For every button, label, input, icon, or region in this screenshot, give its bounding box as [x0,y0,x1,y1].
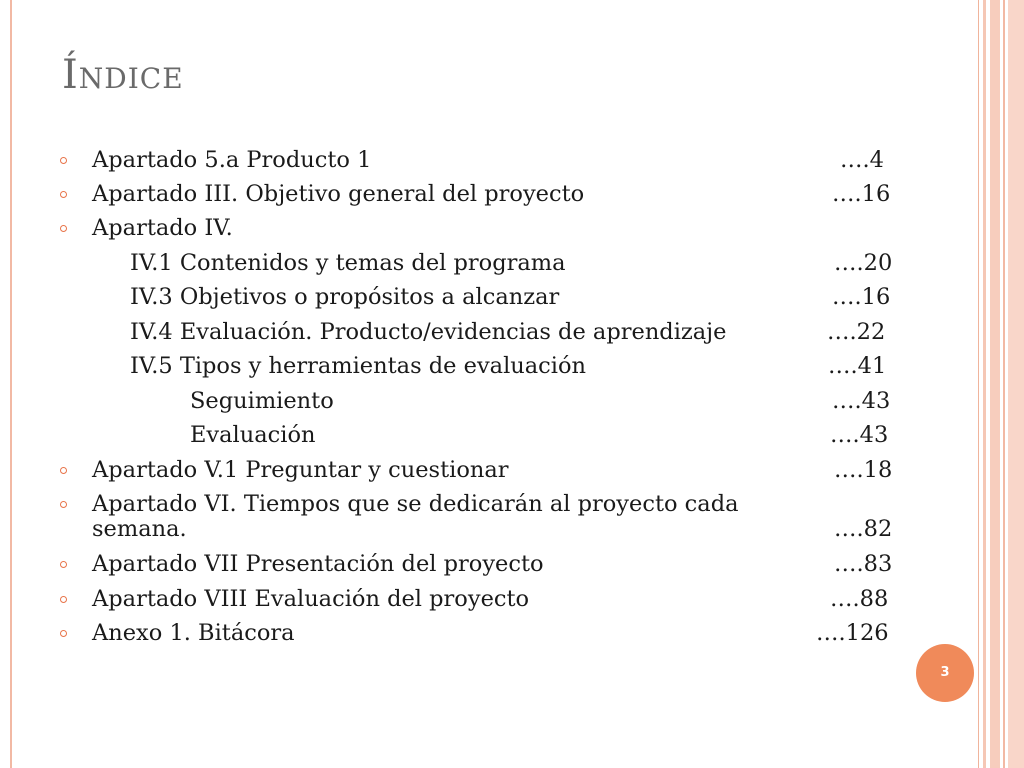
toc-entry [0,281,960,313]
toc-entry-label: Apartado V.1 Preguntar y cuestionar [92,457,509,483]
hollow-circle-bullet-icon [60,596,67,603]
toc-entry [0,247,960,279]
toc-entry [0,419,960,451]
toc-entry-page: ….43 [832,388,891,414]
toc-entry-label: semana. [92,516,187,542]
toc-entry [0,617,960,649]
toc-entry-label: Apartado 5.a Producto 1 [92,147,372,173]
toc-entry [0,548,960,580]
toc-entry-page: ….126 [816,620,889,646]
toc-entry [0,178,960,210]
toc-entry-page: ….43 [830,422,889,448]
toc-entry-label: Apartado VI. Tiempos que se dedicarán al proyecto cada [92,491,739,517]
toc-entry-page: ….20 [834,250,893,276]
toc-entry-label: IV.1 Contenidos y temas del programa [130,250,566,276]
toc-entry [0,385,960,417]
toc-entry-label: Apartado IV. [92,215,233,241]
right-decor-stripe [978,0,979,768]
toc-entry-label: Anexo 1. Bitácora [92,620,295,646]
toc-entry-page: ….88 [830,586,889,612]
toc-entry-label: Apartado III. Objetivo general del proyecto [92,181,585,207]
toc-entry-label: IV.3 Objetivos o propósitos a alcanzar [130,284,560,310]
hollow-circle-bullet-icon [60,157,67,164]
toc-entry-page: ….22 [827,319,886,345]
toc-entry-label: Evaluación [190,422,316,448]
hollow-circle-bullet-icon [60,467,67,474]
toc-entry-page: ….4 [840,147,884,173]
toc-entry-label: IV.5 Tipos y herramientas de evaluación [130,353,587,379]
toc-entry [0,212,960,244]
toc-entry [0,513,960,545]
hollow-circle-bullet-icon [60,225,67,232]
toc-entry-label: Seguimiento [190,388,334,414]
toc-entry-page: ….18 [834,457,893,483]
right-decor-stripe [990,0,1000,768]
slide-title: Índice [62,52,184,98]
page-number-badge: 3 [916,644,974,702]
left-border-line [10,0,12,768]
toc-entry [0,316,960,348]
toc-entry [0,144,960,176]
toc-entry-page: ….16 [832,284,891,310]
hollow-circle-bullet-icon [60,561,67,568]
toc-entry-page: ….82 [834,516,893,542]
toc-entry [0,583,960,615]
right-decor-stripe [983,0,986,768]
hollow-circle-bullet-icon [60,501,67,508]
right-decor-stripe [1003,0,1005,768]
toc-entry-label: Apartado VIII Evaluación del proyecto [92,586,530,612]
toc-entry-page: ….41 [828,353,887,379]
hollow-circle-bullet-icon [60,630,67,637]
toc-entry [0,350,960,382]
toc-entry-label: Apartado VII Presentación del proyecto [92,551,544,577]
toc-entry [0,454,960,486]
toc-entry-label: IV.4 Evaluación. Producto/evidencias de aprendizaje [130,319,727,345]
toc-entry-page: ….83 [834,551,893,577]
toc-entry-page: ….16 [832,181,891,207]
right-decor-stripe [1008,0,1024,768]
hollow-circle-bullet-icon [60,191,67,198]
